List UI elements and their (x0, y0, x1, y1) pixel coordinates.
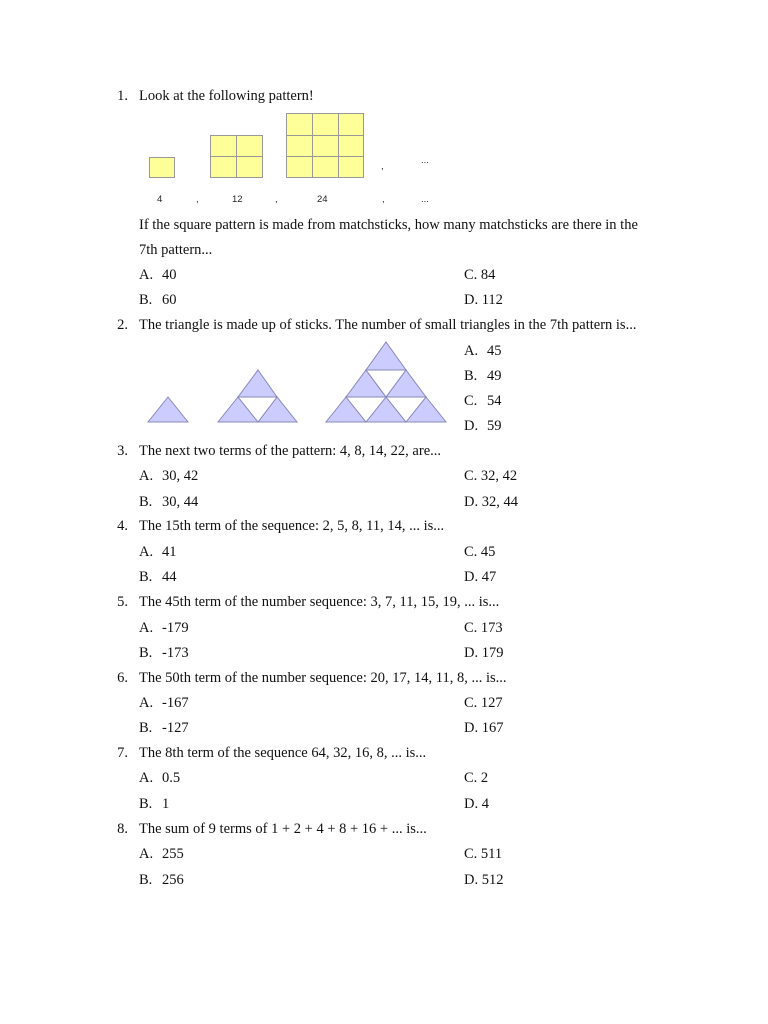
option-b-value: 1 (162, 796, 170, 812)
option-c: C. 45 (464, 544, 496, 560)
option-a-letter: A. (139, 770, 154, 786)
option-a-value: 40 (162, 267, 177, 283)
option-a-letter: A. (139, 544, 154, 560)
figure-caption: ... (421, 194, 429, 205)
option-d-value: 59 (487, 418, 502, 434)
question-number: 6. (117, 670, 128, 686)
option-d-letter: D. (464, 418, 479, 434)
question-stem: The sum of 9 terms of 1 + 2 + 4 + 8 + 16 + ... is... (139, 821, 427, 837)
option-a-value: 45 (487, 343, 502, 359)
triangle-pattern-3 (326, 342, 446, 422)
option-c: C. 84 (464, 267, 496, 283)
option-d: D. 512 (464, 872, 504, 888)
option-a-letter: A. (139, 695, 154, 711)
option-a-value: 255 (162, 846, 184, 862)
option-c: C. 511 (464, 846, 503, 862)
option-a-letter: A. (139, 267, 154, 283)
figure-caption: , (196, 194, 199, 205)
option-c-value: 54 (487, 393, 502, 409)
question-stem-line: 7th pattern... (139, 242, 213, 258)
question-stem: The 45th term of the number sequence: 3, 7, 11, 15, 19, ... is... (139, 594, 500, 610)
option-c: C. 32, 42 (464, 468, 518, 484)
figure-ellipsis: ... (421, 155, 429, 166)
option-c-letter: C. (464, 393, 478, 409)
option-b-letter: B. (139, 645, 153, 661)
option-c: C. 127 (464, 695, 503, 711)
question-stem: The 8th term of the sequence 64, 32, 16, 8, ... is... (139, 745, 427, 761)
option-b-value: 30, 44 (162, 494, 199, 510)
option-c: C. 173 (464, 620, 503, 636)
figure-caption: , (382, 194, 385, 205)
option-d: D. 4 (464, 796, 489, 812)
figure-comma: , (381, 161, 384, 172)
option-b-letter: B. (139, 494, 153, 510)
question-number: 3. (117, 443, 128, 459)
option-d: D. 112 (464, 292, 503, 308)
question-number: 4. (117, 518, 128, 534)
option-d: D. 32, 44 (464, 494, 518, 510)
question-stem: The next two terms of the pattern: 4, 8, 14, 22, are... (139, 443, 442, 459)
option-a-value: -179 (162, 620, 189, 636)
option-b-letter: B. (139, 720, 153, 736)
figure-caption: 12 (232, 194, 243, 205)
option-b-value: 49 (487, 368, 502, 384)
question-number: 7. (117, 745, 128, 761)
question-number: 5. (117, 594, 128, 610)
option-a-letter: A. (464, 343, 479, 359)
question-number: 8. (117, 821, 128, 837)
question-stem: The 50th term of the number sequence: 20, 17, 14, 11, 8, ... is... (139, 670, 507, 686)
option-d: D. 179 (464, 645, 504, 661)
triangle-pattern-2 (218, 370, 297, 422)
question-stem: The 15th term of the sequence: 2, 5, 8, 11, 14, ... is... (139, 518, 445, 534)
question-number: 2. (117, 317, 128, 333)
option-c: C. 2 (464, 770, 489, 786)
option-a-value: 30, 42 (162, 468, 199, 484)
option-d: D. 167 (464, 720, 504, 736)
option-b-letter: B. (139, 569, 153, 585)
option-a-value: 41 (162, 544, 177, 560)
option-a-letter: A. (139, 468, 154, 484)
option-b-value: 60 (162, 292, 177, 308)
option-a-value: -167 (162, 695, 189, 711)
option-b-letter: B. (139, 872, 153, 888)
option-b-value: -127 (162, 720, 189, 736)
question-stem-line: If the square pattern is made from matchsticks, how many matchsticks are there in the (139, 217, 638, 233)
option-b-letter: B. (139, 292, 153, 308)
figure-caption: 4 (157, 194, 163, 205)
option-b-letter: B. (139, 796, 153, 812)
option-a-letter: A. (139, 620, 154, 636)
option-b-value: 44 (162, 569, 177, 585)
question-stem: Look at the following pattern! (139, 88, 314, 104)
figure-caption: , (275, 194, 278, 205)
option-a-letter: A. (139, 846, 154, 862)
option-b-value: -173 (162, 645, 189, 661)
figure-caption: 24 (317, 194, 328, 205)
option-b-value: 256 (162, 872, 184, 888)
triangle-pattern-1 (148, 397, 188, 422)
option-b-letter: B. (464, 368, 478, 384)
option-a-value: 0.5 (162, 770, 181, 786)
question-number: 1. (117, 88, 128, 104)
option-d: D. 47 (464, 569, 497, 585)
question-stem: The triangle is made up of sticks. The number of small triangles in the 7th pattern is... (139, 317, 637, 333)
